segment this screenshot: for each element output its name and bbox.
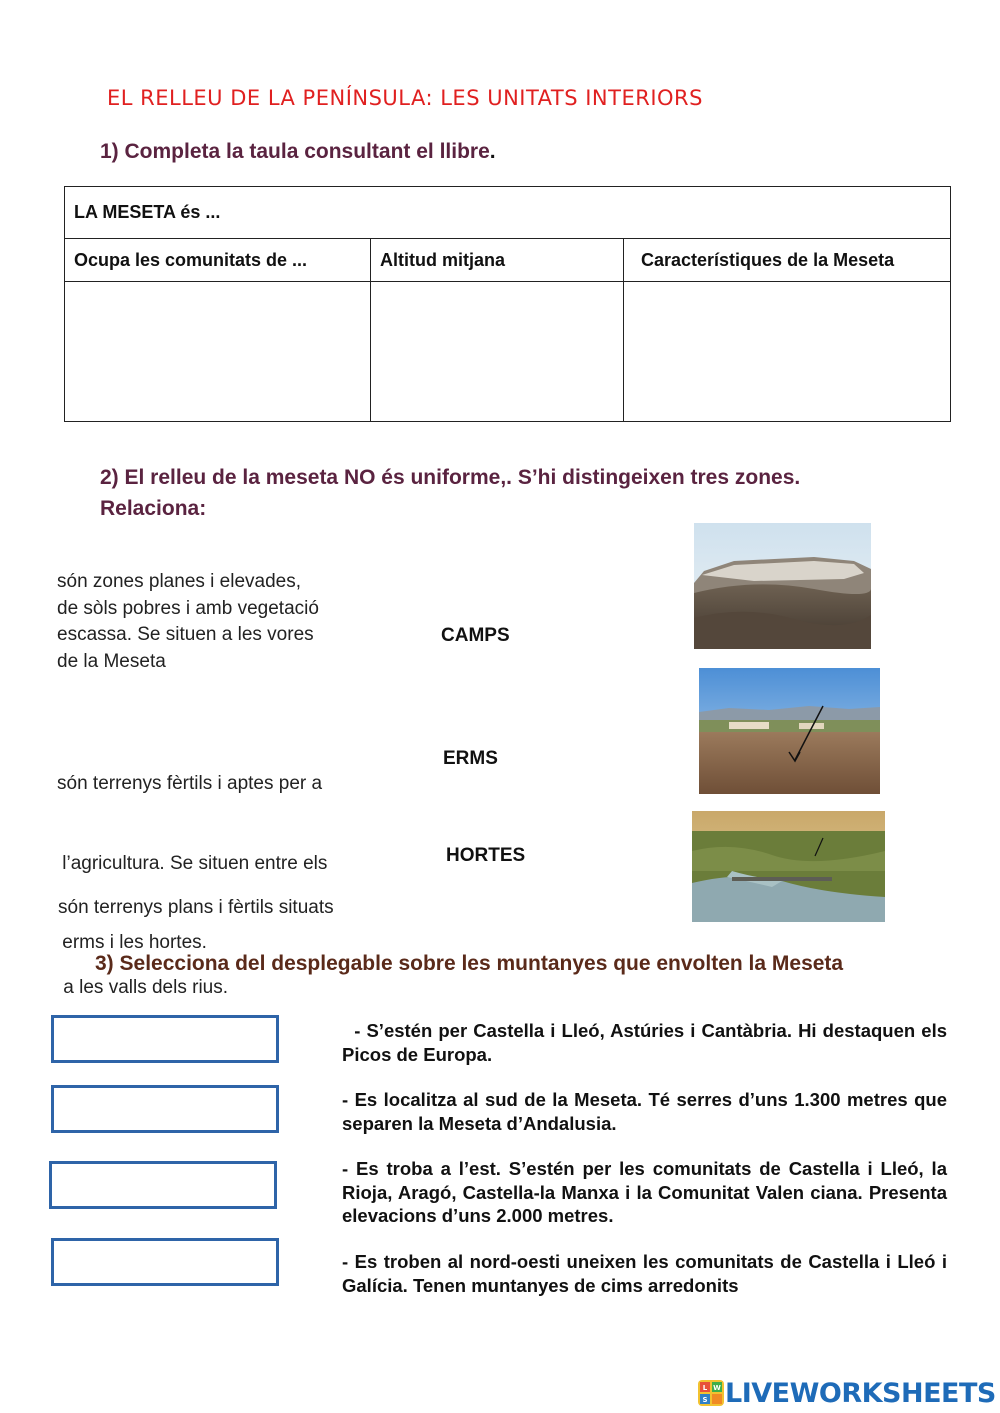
meseta-table (64, 186, 951, 422)
badge-letter: L (702, 1384, 708, 1392)
description-1 (57, 569, 319, 675)
label-camps[interactable]: CAMPS (441, 625, 510, 646)
mountain-dropdown-2[interactable] (51, 1085, 279, 1133)
liveworksheets-badge-icon (697, 1379, 725, 1407)
description-2-line: són terrenys fèrtils i aptes per a (57, 773, 323, 794)
liveworksheets-wordmark: LIVEWORKSHEETS (725, 1377, 996, 1409)
mountain-dropdown-4[interactable] (51, 1238, 279, 1286)
question-1 (100, 140, 496, 164)
description-3-line: són terrenys plans i fèrtils situats (58, 897, 334, 918)
liveworksheets-logo[interactable] (697, 1378, 996, 1408)
question-1-text: 1) Completa la taula consultant el llibre (100, 140, 490, 163)
badge-letter: S (702, 1396, 708, 1404)
question-1-dot: . (489, 140, 496, 163)
description-1-line: de sòls pobres i amb vegetació (57, 597, 319, 619)
mountain-description-2: - Es localitza al sud de la Meseta. Té serres d’uns 1.300 metres que separen la Meseta d’Andalusia. (342, 1089, 947, 1134)
description-2-line: l’agricultura. Se situen entre els (57, 852, 328, 874)
cultivated-field-photo[interactable] (699, 668, 880, 794)
question-2-line-2: Relaciona: (100, 497, 207, 520)
column-communities: Ocupa les comunitats de ... (65, 239, 371, 282)
answer-cell-communities[interactable] (65, 282, 371, 422)
column-characteristics: Característiques de la Meseta (624, 239, 951, 282)
description-3-line: a les valls dels rius. (58, 976, 229, 998)
mountain-description-1: - S’estén per Castella i Lleó, Astúries i Cantàbria. Hi destaquen els Picos de Europa. (342, 1020, 953, 1065)
mesa-landscape-photo[interactable] (694, 523, 871, 649)
description-1-line: escassa. Se situen a les vores (57, 624, 314, 645)
mountain-dropdown-1[interactable] (51, 1015, 279, 1063)
question-2-line-1: 2) El relleu de la meseta NO és uniforme,. S’hi distingeixen tres zones. (100, 466, 801, 489)
river-valley-photo[interactable] (692, 811, 885, 922)
description-2-line: erms i les hortes. (57, 932, 207, 953)
description-1-line: són zones planes i elevades, (57, 571, 301, 592)
label-hortes[interactable]: HORTES (446, 845, 526, 866)
answer-cell-characteristics[interactable] (624, 282, 951, 422)
description-3 (58, 842, 334, 1028)
mountain-dropdown-3[interactable] (49, 1161, 277, 1209)
label-erms[interactable]: ERMS (443, 748, 498, 769)
answer-cell-altitude[interactable] (371, 282, 624, 422)
mountain-description-4: - Es troben al nord-oesti uneixen les comunitats de Castella i Lleó i Galícia. Tenen muntanyes de cims arredonits (342, 1251, 947, 1296)
badge-letter: W (713, 1384, 721, 1392)
table-header-cell: LA MESETA és ... (65, 187, 951, 239)
mountain-description-3: - Es troba a l’est. S’estén per les comunitats de Castella i Lleó, la Rioja, Aragó, Castella-la Manxa i la Comunitat Valen ciana. Presenta elevacions d’uns 2.000 metres. (342, 1158, 947, 1226)
worksheet-title: EL RELLEU DE LA PENÍNSULA: LES UNITATS INTERIORS (107, 86, 703, 110)
description-1-line: de la Meseta (57, 650, 166, 672)
question-3: 3) Selecciona del desplegable sobre les muntanyes que envolten la Meseta (95, 952, 844, 975)
column-altitude: Altitud mitjana (371, 239, 624, 282)
